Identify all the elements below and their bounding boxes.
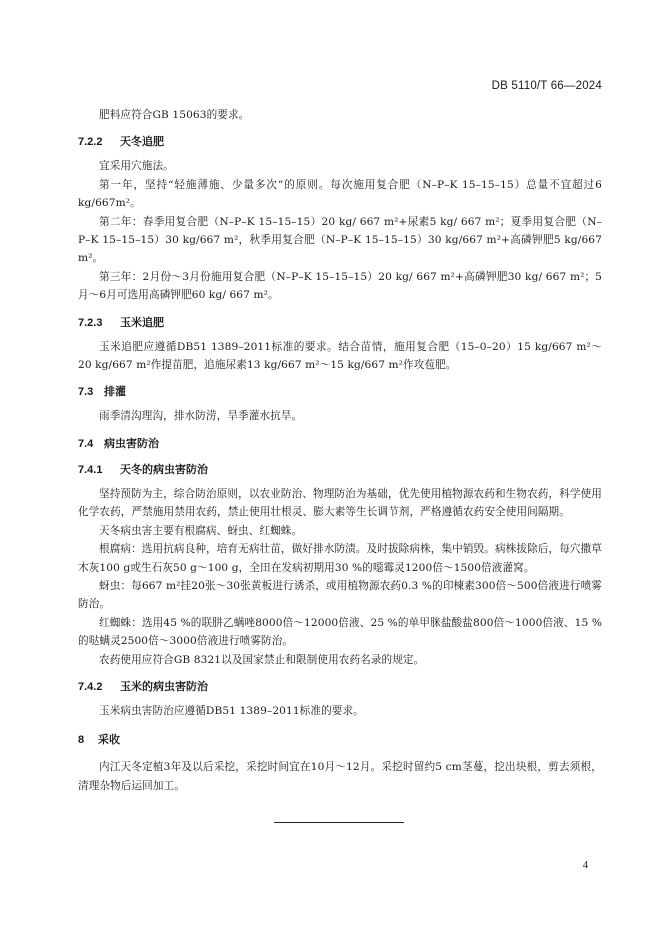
paragraph-third-year: 第三年：2月份～3月份施用复合肥（N–P–K 15–15–15）20 kg/ 667 m²+高磷钾肥30 kg/ 667 m²；5月～6月可选用高磷钾肥60 kg/ 667 m²。 bbox=[78, 270, 602, 302]
heading-7-2-3 bbox=[78, 315, 602, 331]
paragraph-harvest: 内江天冬定植3年及以后采挖，采挖时间宜在10月～12月。采挖时留约5 cm茎蔓，挖出块根，剪去须根，清理杂物后运回加工。 bbox=[78, 761, 602, 792]
heading-title: 玉米的病虫害防治 bbox=[120, 680, 208, 693]
heading-title: 玉米追肥 bbox=[120, 316, 164, 329]
page-body bbox=[78, 106, 602, 795]
heading-number: 7.4 bbox=[78, 437, 94, 450]
heading-number: 7.2.2 bbox=[78, 136, 103, 149]
heading-7-4 bbox=[78, 436, 602, 452]
end-of-document-rule bbox=[274, 822, 404, 823]
paragraph-corn-pest-control: 玉米病虫害防治应遵循DB51 1389–2011标准的要求。 bbox=[99, 704, 364, 717]
heading-7-3 bbox=[78, 384, 602, 400]
heading-7-4-2 bbox=[78, 679, 602, 695]
heading-8 bbox=[78, 732, 602, 748]
paragraph-corn-fertilizer: 玉米追肥应遵循DB51 1389–2011标准的要求。结合苗情，施用复合肥（15–0–20）15 kg/667 m²～20 kg/667 m²作提苗肥，追施尿素13 kg/667 m²～15 kg/667 m²作攻苞肥。 bbox=[78, 340, 602, 372]
heading-title: 采收 bbox=[98, 734, 120, 747]
paragraph-second-year: 第二年：春季用复合肥（N–P–K 15–15–15）20 kg/ 667 m²+尿素5 kg/ 667 m²；夏季用复合肥（N–P–K 15–15–15）30 kg/667 m²，秋季用复合肥（N–P–K 15–15–15）30 kg/667 m²+高磷钾肥5 kg/667 m²。 bbox=[78, 215, 602, 265]
paragraph-fertilizer-standard: 肥料应符合GB 15063的要求。 bbox=[99, 109, 250, 121]
heading-number: 7.2.3 bbox=[78, 316, 103, 329]
page-number: 4 bbox=[582, 860, 588, 871]
paragraph-aphid: 蚜虫：每667 m²挂20张～30张黄板进行诱杀，或用植物源农药0.3 %的印楝素300倍～500倍液进行喷雾防治。 bbox=[78, 579, 602, 611]
heading-title: 天冬追肥 bbox=[120, 136, 164, 149]
paragraph-pesticide-rules: 农药使用应符合GB 8321以及国家禁止和限制使用农药名录的规定。 bbox=[99, 653, 425, 666]
heading-number: 8 bbox=[78, 734, 85, 747]
paragraph-red-spider: 红蜘蛛：选用45 %的联肼乙螨唑8000倍～12000倍液、25 %的单甲脒盐酸盐800倍～1000倍液、15 %的哒螨灵2500倍～3000倍液进行喷雾防治。 bbox=[78, 616, 602, 648]
heading-title: 病虫害防治 bbox=[104, 437, 159, 450]
heading-number: 7.4.1 bbox=[78, 463, 103, 476]
heading-7-4-1 bbox=[78, 462, 602, 478]
paragraph-prevention-principle: 坚持预防为主，综合防治原则，以农业防治、物理防治为基础，优先使用植物源农药和生物农药，科学使用化学农药，严禁施用禁用农药，禁止使用壮根灵、膨大素等生长调节剂，严格遵循农药安全使用间隔期。 bbox=[78, 487, 602, 519]
heading-number: 7.4.2 bbox=[78, 680, 103, 693]
heading-title: 天冬的病虫害防治 bbox=[120, 463, 208, 476]
document-code: DB 5110/T 66—2024 bbox=[491, 80, 602, 92]
paragraph-root-rot: 根腐病：选用抗病良种，培育无病壮苗，做好排水防渍。及时拔除病株，集中销毁。病株拔除后，每穴撒草木灰100 g或生石灰50 g～100 g，全田在发病初期用30 %的噁霉灵1200倍～1500倍液灌窝。 bbox=[78, 543, 602, 574]
heading-number: 7.3 bbox=[78, 386, 94, 399]
heading-title: 排灌 bbox=[104, 386, 126, 399]
paragraph-main-pests: 天冬病虫害主要有根腐病、蚜虫、红蜘蛛。 bbox=[99, 524, 303, 537]
paragraph-hole-method: 宜采用穴施法。 bbox=[99, 160, 174, 173]
paragraph-first-year: 第一年，坚持“轻施薄施、少量多次”的原则。每次施用复合肥（N–P–K 15–15–15）总量不宜超过6 kg/667m²。 bbox=[78, 178, 602, 210]
paragraph-irrigation: 雨季清沟理沟，排水防涝，旱季灌水抗旱。 bbox=[99, 410, 303, 423]
heading-7-2-2 bbox=[78, 134, 602, 150]
